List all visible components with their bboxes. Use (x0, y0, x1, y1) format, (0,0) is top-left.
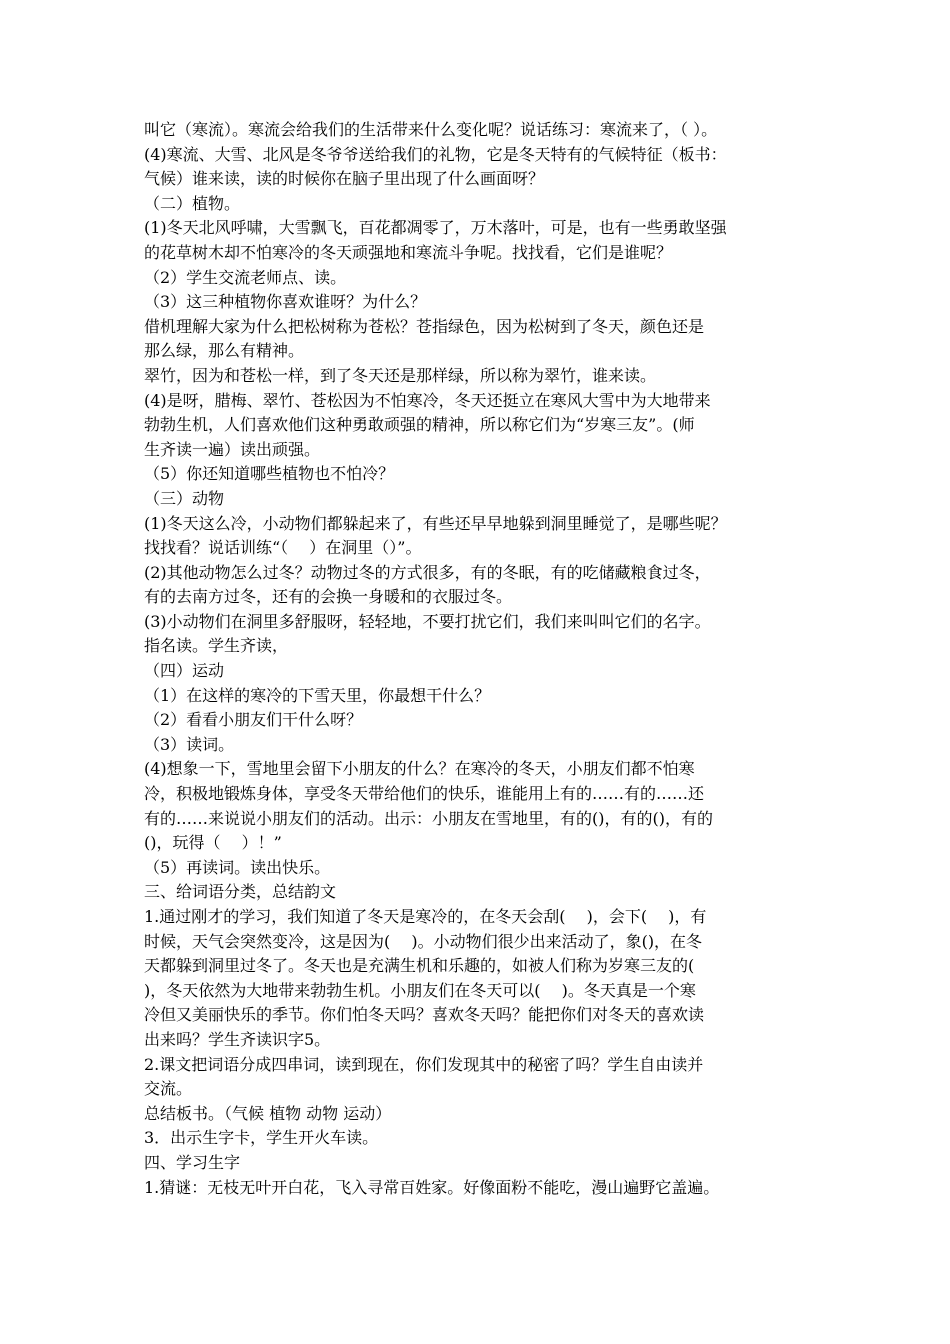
text-line: （二）植物。 (144, 193, 241, 213)
text-line: 总结板书。（气候 植物 动物 运动） (144, 1103, 392, 1123)
text-line: （3）这三种植物你喜欢谁呀？为什么？ (144, 292, 427, 312)
text-line: 那么绿，那么有精神。 (144, 341, 305, 361)
text-line: )，冬天依然为大地带来勃勃生机。小朋友们在冬天可以( )。冬天真是一个寒 (144, 980, 696, 1000)
text-line: 1.通过刚才的学习，我们知道了冬天是寒冷的，在冬天会刮( )，会下( )，有 (144, 907, 707, 926)
text-line: 三、给词语分类，总结韵文 (144, 882, 337, 902)
text-line: 有的去南方过冬，还有的会换一身暖和的衣服过冬。 (144, 587, 513, 607)
text-line: ()，玩得（ ）！” (144, 833, 282, 853)
text-line: （2）看看小朋友们干什么呀？ (144, 710, 363, 730)
text-line: 四、学习生字 (144, 1152, 241, 1172)
text-line: 冷，积极地锻炼身体，享受冬天带给他们的快乐，谁能用上有的……有的……还 (144, 784, 705, 804)
text-line: （5）你还知道哪些植物也不怕冷？ (144, 464, 395, 484)
text-line: （四）运动 (144, 661, 225, 681)
text-line: 指名读。学生齐读， (144, 636, 289, 656)
text-line: 找找看？说话训练“（ ）在洞里（）”。 (144, 538, 422, 558)
text-line: 出来吗？学生齐读识字5。 (144, 1029, 331, 1049)
text-line: 天都躲到洞里过冬了。冬天也是充满生机和乐趣的，如被人们称为岁寒三友的( (144, 956, 695, 976)
text-line: (2)其他动物怎么过冬？动物过冬的方式很多，有的冬眠，有的吃储藏粮食过冬， (144, 562, 711, 582)
text-line: （3）读词。 (144, 734, 235, 754)
text-line: (4)是呀，腊梅、翠竹、苍松因为不怕寒冷，冬天还挺立在寒风大雪中为大地带来 (144, 390, 711, 410)
text-line: (4)寒流、大雪、北风是冬爷爷送给我们的礼物，它是冬天特有的气候特征（板书： (144, 144, 727, 164)
text-line: 3．出示生字卡，学生开火车读。 (144, 1128, 379, 1148)
text-line: (1)冬天北风呼啸，大雪飘飞，百花都凋零了，万木落叶，可是，也有一些勇敢坚强 (144, 218, 727, 238)
text-line: 的花草树木却不怕寒冷的冬天顽强地和寒流斗争呢。找找看，它们是谁呢？ (144, 242, 673, 262)
text-line: 勃勃生机，人们喜欢他们这种勇敢顽强的精神，所以称它们为“岁寒三友”。(师 (144, 415, 695, 435)
text-line: 翠竹，因为和苍松一样，到了冬天还是那样绿，所以称为翠竹，谁来读。 (144, 365, 657, 385)
text-line: 生齐读一遍）读出顽强。 (144, 439, 321, 459)
text-line: 冷但又美丽快乐的季节。你们怕冬天吗？喜欢冬天吗？能把你们对冬天的喜欢读 (144, 1005, 705, 1025)
text-line: (4)想象一下，雪地里会留下小朋友的什么？在寒冷的冬天，小朋友们都不怕寒 (144, 759, 695, 779)
text-line: （2）学生交流老师点、读。 (144, 267, 347, 287)
text-line: 交流。 (144, 1079, 193, 1099)
document-body (144, 118, 824, 1200)
text-line: （三）动物 (144, 488, 225, 508)
text-line: 叫它（寒流）。寒流会给我们的生活带来什么变化呢？说话练习：寒流来了，（ ）。 (144, 120, 718, 139)
text-line: （5）再读词。读出快乐。 (144, 857, 331, 877)
text-line: 2.课文把词语分成四串词，读到现在，你们发现其中的秘密了吗？学生自由读并 (144, 1054, 704, 1074)
text-line: 借机理解大家为什么把松树称为苍松？苍指绿色，因为松树到了冬天，颜色还是 (144, 316, 705, 336)
text-line: 有的……来说说小朋友们的活动。出示：小朋友在雪地里，有的()，有的()，有的 (144, 808, 713, 828)
text-line: (1)冬天这么冷，小动物们都躲起来了，有些还早早地躲到洞里睡觉了，是哪些呢？ (144, 513, 727, 533)
text-line: (3)小动物们在洞里多舒服呀，轻轻地，不要打扰它们，我们来叫叫它们的名字。 (144, 611, 711, 631)
text-line: （1）在这样的寒冷的下雪天里，你最想干什么？ (144, 685, 491, 705)
text-line: 气候）谁来读，读的时候你在脑子里出现了什么画面呀？ (144, 169, 545, 189)
text-line: 时候，天气会突然变冷，这是因为( )。小动物们很少出来活动了，象()，在冬 (144, 931, 703, 951)
text-line: 1.猜谜：无枝无叶开白花，飞入寻常百姓家。好像面粉不能吃，漫山遍野它盖遍。 (144, 1177, 720, 1197)
